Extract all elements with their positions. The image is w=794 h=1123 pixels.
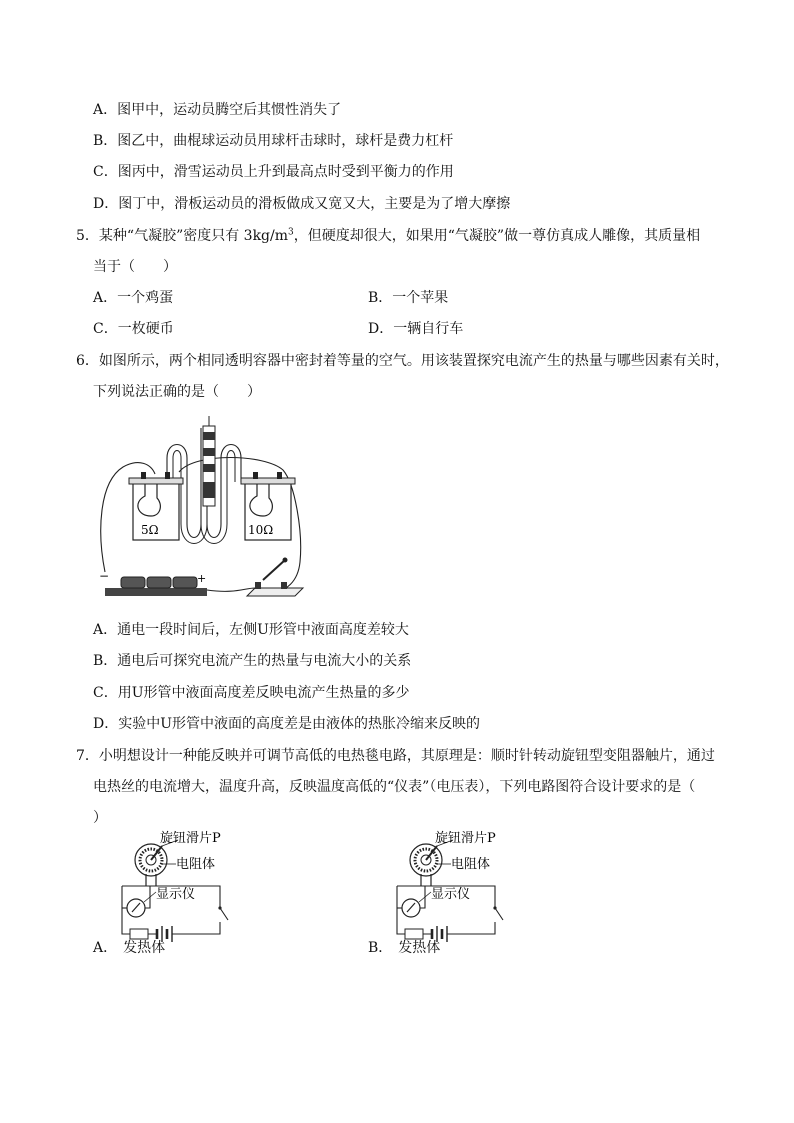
q6-option-b: B．通电后可探究电流产生的热量与电流大小的关系 <box>93 653 412 669</box>
circuit-b-resistor-label: 电阻体 <box>451 857 491 872</box>
q6-apparatus-figure <box>95 412 315 612</box>
q4-option-a: A．图甲中，运动员腾空后其惯性消失了 <box>93 102 342 118</box>
q7-option-b-label: B． 发热体 <box>368 940 441 956</box>
q5-option-a: A．一个鸡蛋 <box>93 290 174 306</box>
battery-minus-label: − <box>99 569 110 583</box>
q6-option-d: D．实验中U形管中液面的高度差是由液体的热胀冷缩来反映的 <box>93 716 481 732</box>
battery-plus-label: + <box>197 572 207 585</box>
q7-option-a-label: A． 发热体 <box>93 940 166 956</box>
q5-stem-line1: 5．某种“气凝胶”密度只有 $3kg/m^3$，但硬度却很大，如果用“气凝胶”做一尊仿真成人雕像，其质量相 <box>76 227 701 244</box>
q4-option-c: C．图丙中，滑雪运动员上升到最高点时受到平衡力的作用 <box>93 164 454 180</box>
q6-stem-line2: 下列说法正确的是（ ） <box>93 384 261 400</box>
circuit-a-resistor-label: 电阻体 <box>176 857 216 872</box>
q5-option-d: D．一辆自行车 <box>368 321 464 337</box>
circuit-a-knob-label: 旋钮滑片P <box>160 831 221 846</box>
battery-pack <box>105 588 207 596</box>
q5-option-b: B．一个苹果 <box>368 290 449 306</box>
q5-option-c: C．一枚硬币 <box>93 321 174 337</box>
q7-stem-line1: 7．小明想设计一种能反映并可调节高低的电热毯电路，其原理是：顺时针转动旋钮型变阻器触片，通过 <box>76 748 715 764</box>
circuit-a-meter-label: 显示仪 <box>156 887 196 902</box>
q4-option-b: B．图乙中，曲棍球运动员用球杆击球时，球杆是费力杠杆 <box>93 133 454 149</box>
right-resistor-label: 10Ω <box>248 523 274 537</box>
q7-stem-line2: 电热丝的电流增大，温度升高，反映温度高低的“仪表”（电压表），下列电路图符合设计要求的是（ <box>93 779 696 795</box>
q7-stem-line3: ） <box>93 810 107 826</box>
q5-stem-line2: 当于（ ） <box>93 259 177 275</box>
left-resistor-label: 5Ω <box>141 523 159 537</box>
q6-option-c: C．用U形管中液面高度差反映电流产生热量的多少 <box>93 685 410 701</box>
q4-option-d: D．图丁中，滑板运动员的滑板做成又宽又大，主要是为了增大摩擦 <box>93 196 511 212</box>
circuit-b-knob-label: 旋钮滑片P <box>435 831 496 846</box>
switch <box>247 558 303 597</box>
q6-option-a: A．通电一段时间后，左侧U形管中液面高度差较大 <box>93 622 409 638</box>
circuit-b-meter-label: 显示仪 <box>431 887 471 902</box>
q6-stem-line1: 6．如图所示，两个相同透明容器中密封着等量的空气。用该装置探究电流产生的热量与哪些因素有关时， <box>76 353 729 369</box>
